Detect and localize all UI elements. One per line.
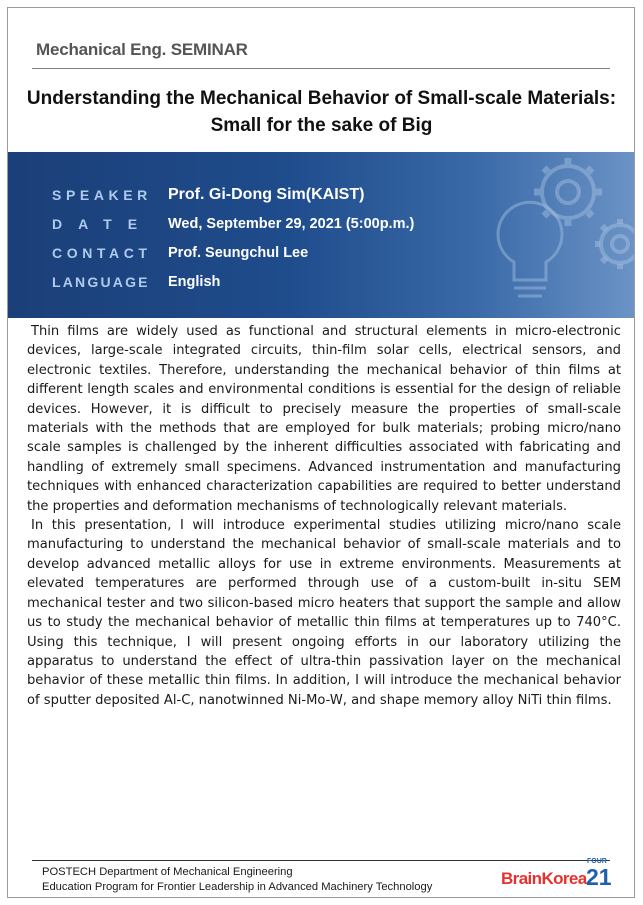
footer-program: Education Program for Frontier Leadership in Advanced Machinery Technology [42,881,433,893]
logo-four: FOUR [587,858,607,865]
seminar-info [52,180,414,296]
title-line-1: Understanding the Mechanical Behavior of Small-scale Materials: [26,88,617,109]
abstract-paragraph-2: In this presentation, I will introduce experimental studies utilizing micro/nano scale manufacturing to understand the mechanical behavior of small-scale materials and to develop advanced metallic alloys for use in extreme environments. Measurements at elevated temperatures are performed through use of a custom-built in-situ SEM mechanical tester and two silicon-based micro heaters that support the sample and allow us to study the mechanical behavior of metallic thin films at temperatures up to 740°C. Using this technique, I will present ongoing efforts in our laboratory utilizing the apparatus to understand the effect of ultra-thin passivation layer on the mechanical behavior of these metallic thin films. In addition, I will introduce the mechanical behavior of sputter deposited Al-C, nanotwinned Ni-Mo-W, and shape memory alloy NiTi thin films. [27,518,621,708]
date-label: DATE [52,215,154,232]
speaker-label: SPEAKER [52,186,152,203]
brainkorea21-logo [495,858,615,892]
info-banner [8,152,634,318]
contact-row [52,238,414,267]
language-value: English [168,273,221,290]
date-value: Wed, September 29, 2021 (5:00p.m.) [168,215,415,232]
logo-number: 21 [586,864,612,890]
speaker-row [52,180,414,209]
title-line-2: Small for the sake of Big [210,115,433,136]
date-row [52,209,414,238]
logo-text: BrainKorea [501,869,587,888]
abstract-paragraph-1: Thin films are widely used as functional and structural elements in micro-electronic devices, large-scale integrated circuits, thin-film solar cells, electrical sensors, and electronic textiles. Therefore, understanding the mechanical behavior of thin films at different length scales and environmental conditions is essential for the design of reliable devices. However, it is difficult to precisely measure the properties of small-scale materials with the methods that are employed for bulk materials; probing micro/nano scale samples is challenged by the inherent difficulties associated with fabricating and handling of extremely small specimens. Advanced instrumentation and manufacturing techniques with enhanced characterization capabilities are required to better understand the properties and deformation mechanisms of technologically relevant materials. [27,324,621,514]
footer [42,865,432,895]
language-label: LANGUAGE [52,273,150,290]
contact-value: Prof. Seungchul Lee [168,244,309,261]
contact-label: CONTACT [52,244,152,261]
footer-department: POSTECH Department of Mechanical Engineering [42,866,293,878]
abstract [27,322,621,710]
speaker-value: Prof. Gi-Dong Sim(KAIST) [168,185,365,203]
seminar-title [20,85,623,139]
header-divider [32,68,610,69]
seminar-series: Mechanical Eng. SEMINAR [36,40,248,59]
language-row [52,267,414,296]
